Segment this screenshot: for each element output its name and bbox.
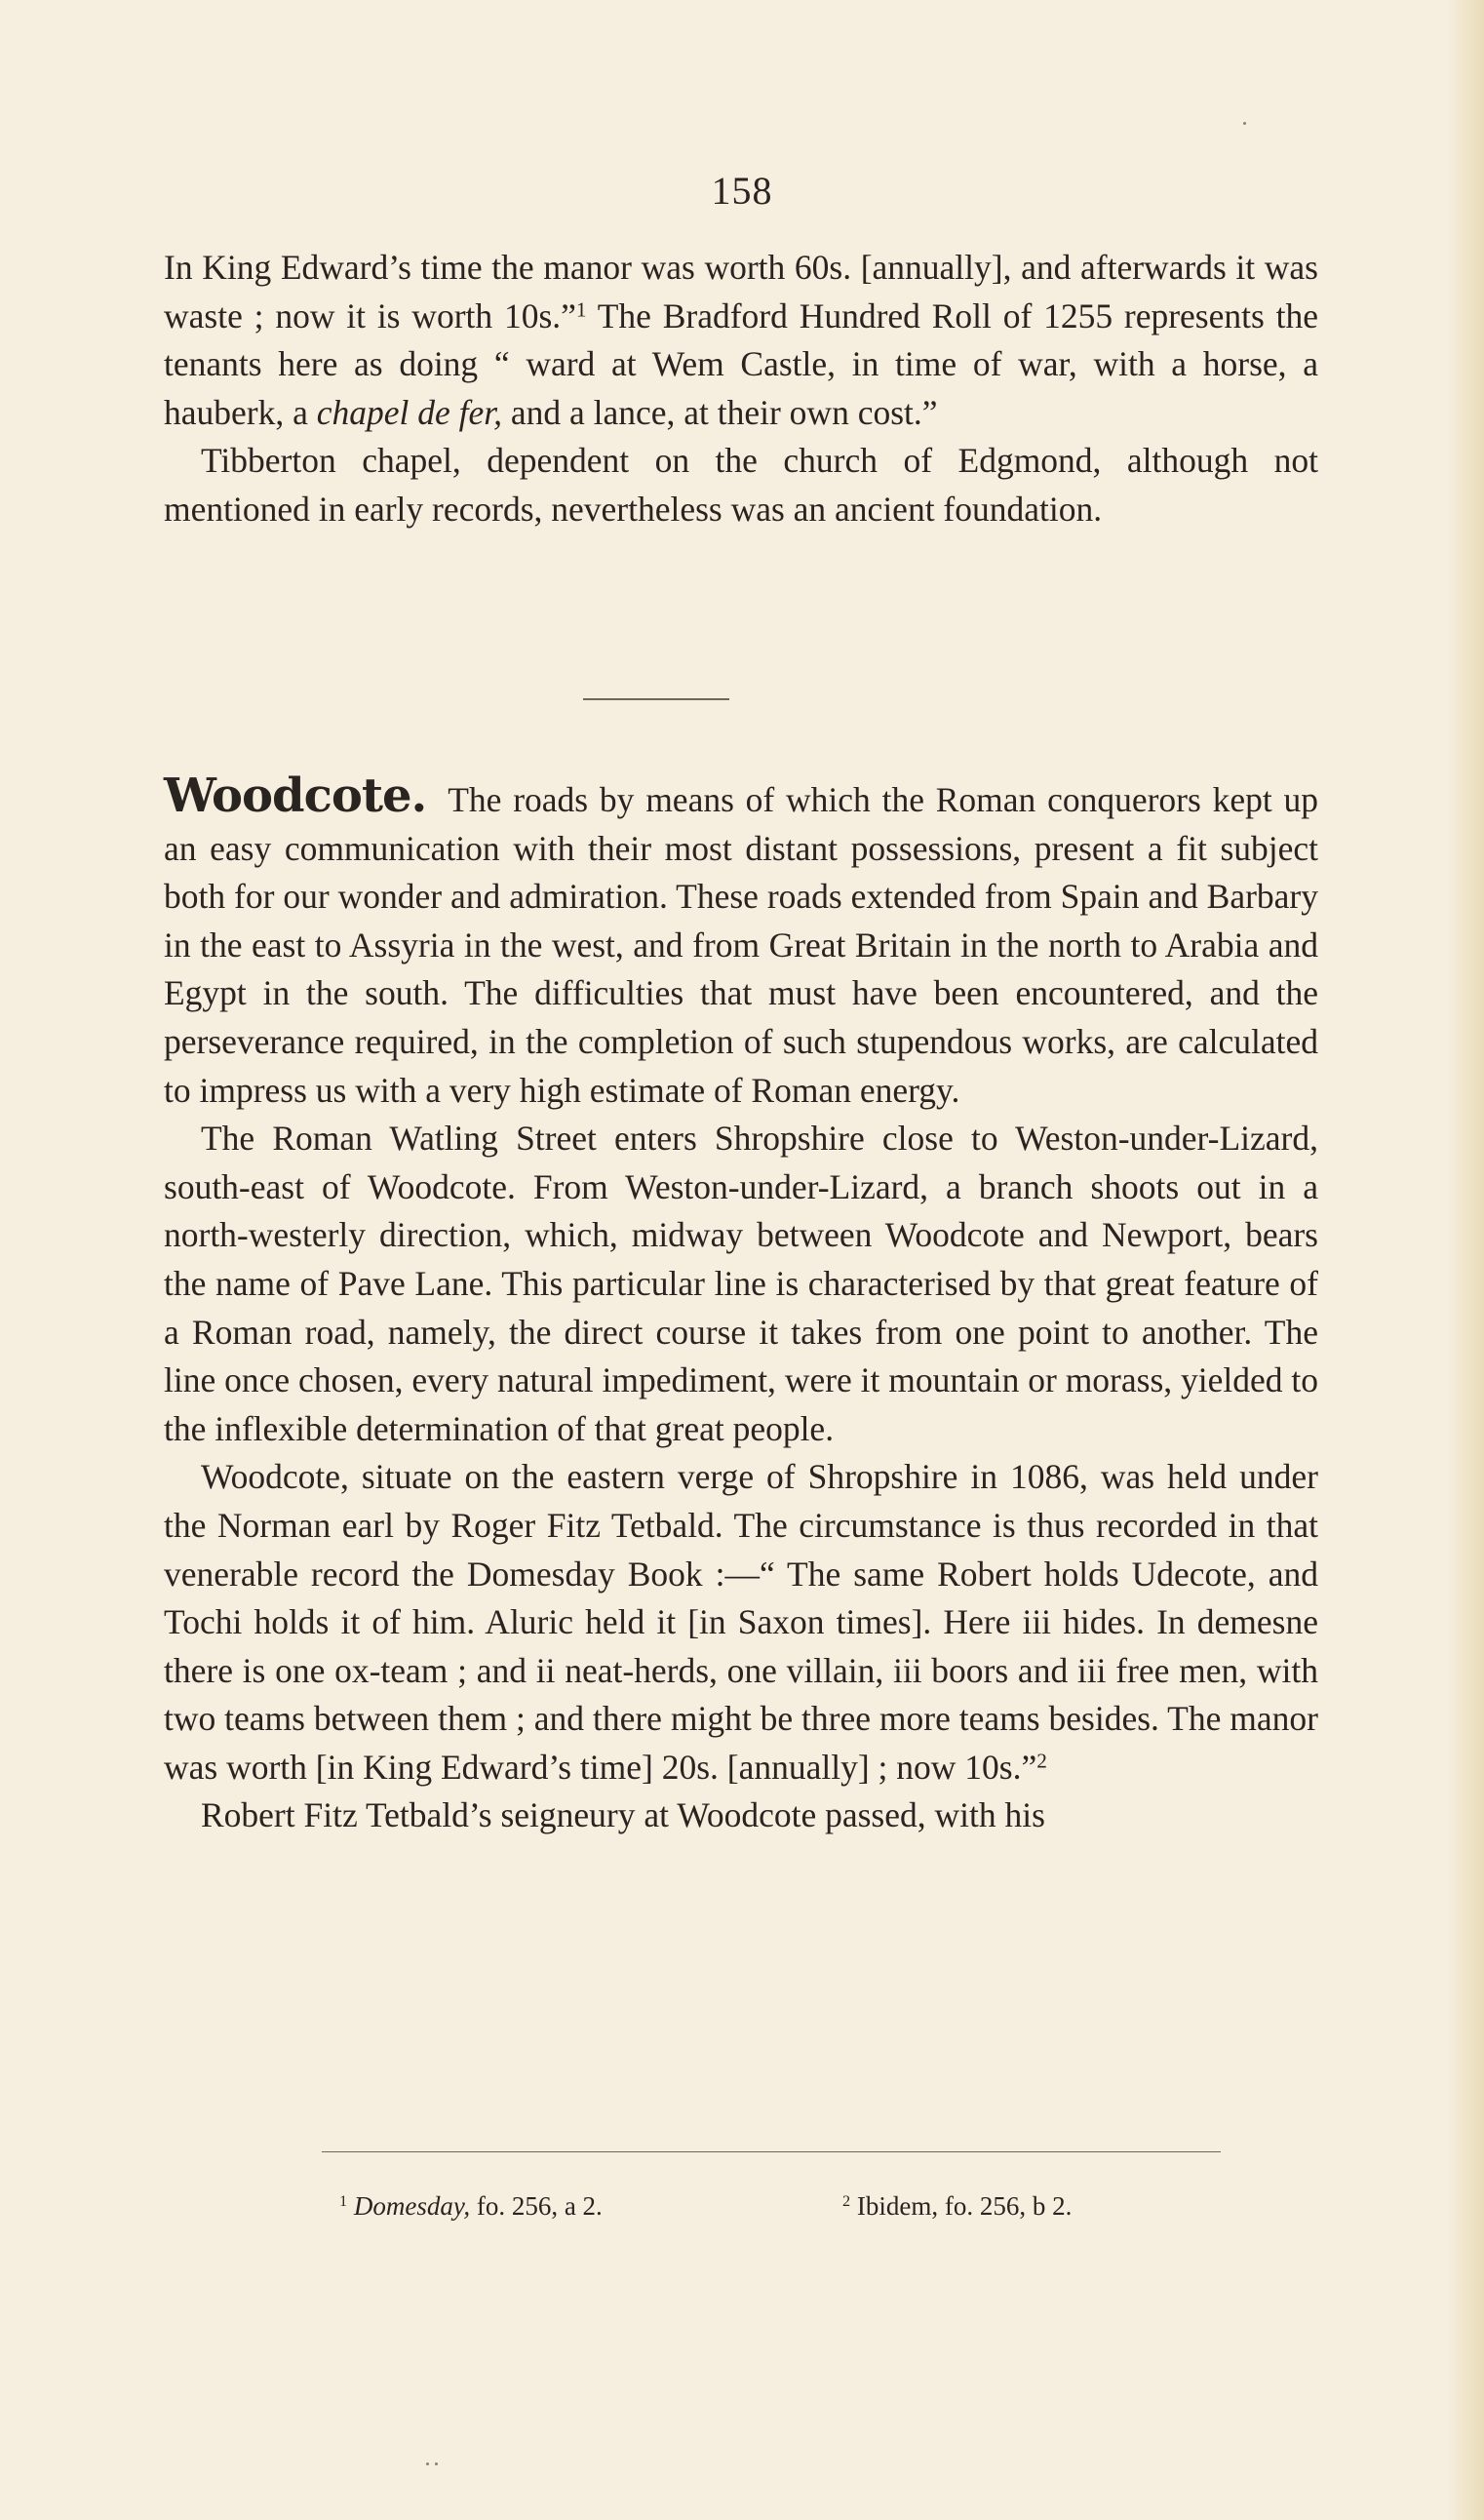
footnote-1 <box>339 2190 603 2222</box>
page-edge-shadow <box>1445 0 1484 2520</box>
paragraph-tibberton-chapel: Tibberton chapel, dependent on the church of Edgmond, although not mentioned in early records, nevertheless was an ancient foundation. <box>164 441 1318 529</box>
footnote-2-number: 2 <box>842 2192 851 2211</box>
paragraph-domesday <box>164 1453 1318 1792</box>
section-heading-woodcote: Woodcote. <box>164 768 427 823</box>
page-number: 158 <box>711 169 773 213</box>
footnote-2 <box>842 2190 1072 2222</box>
paper-speck <box>435 2462 438 2465</box>
paragraph-watling-street: The Roman Watling Street enters Shropshire close to Weston-under-Lizard, south-east of Woodcote. From Weston-under-Lizard, a branch shoots out in a north-westerly direction, which, midway between Woodcote and Newport, bears the name of Pave Lane. This particular line is characterised by that great feature of a Roman road, namely, the direct course it takes from one point to another. The line once chosen, every natural impediment, were it mountain or morass, yielded to the inflexible determination of that great people. <box>164 1119 1318 1448</box>
section-divider <box>583 698 729 700</box>
paragraph-seigneury: Robert Fitz Tetbald’s seigneury at Woodcote passed, with his <box>201 1795 1045 1835</box>
manor-text-c: and a lance, at their own cost.” <box>501 392 938 432</box>
footnote-ref-2[interactable]: 2 <box>1036 1749 1047 1773</box>
chapel-de-fer-italic: chapel de fer, <box>316 392 502 432</box>
paper-speck <box>426 2462 429 2465</box>
domesday-text: Woodcote, situate on the eastern verge of Shropshire in 1086, was held under the Norman earl by Roger Fitz Tetbald. The circumstance is thus recorded in that venerable record the Domesday Book :—“ The same Robert holds Udecote, and Tochi holds it of him. Aluric held it [in Saxon times]. Here iii hides. In demesne there is one ox-team ; and ii neat-herds, one villain, iii boors and iii free men, with two teams between them ; and there might be three more teams besides. The manor was worth [in King Edward’s time] 20s. [annually] ; now 10s.” <box>164 1457 1318 1787</box>
tibberton-section <box>164 244 1318 534</box>
paragraph-roman-roads <box>164 768 1318 1115</box>
paragraph-manor-value <box>164 244 1318 437</box>
footnote-1-number: 1 <box>339 2192 348 2211</box>
footnote-2-citation: Ibidem, fo. 256, b 2. <box>850 2191 1073 2221</box>
footnote-ref-1[interactable]: 1 <box>575 296 587 321</box>
roman-roads-text: The roads by means of which the Roman conquerors kept up an easy communication with their most distant possessions, present a fit subject both for our wonder and admiration. These roads extended from Spain and Barbary in the east to Assyria in the west, and from Great Britain in the north to Arabia and Egypt in the south. The difficulties that must have been encountered, and the perseverance required, in the completion of such stupendous works, are calculated to impress us with a very high estimate of Roman energy. <box>164 780 1318 1110</box>
manor-text-a: In King Edward’s time the manor was worth 60s. [annually], and afterwards it was waste ; now it is worth 10s.” <box>164 248 1318 335</box>
manor-text-b: The Bradford Hundred Roll of 1255 represents the tenants here as doing “ ward at Wem Castle, in time of war, with a horse, a hauberk, a <box>164 295 1318 432</box>
woodcote-section <box>164 768 1318 1840</box>
paper-speck <box>1243 122 1246 125</box>
footnote-1-title: Domesday, <box>353 2191 471 2221</box>
footnote-1-citation: fo. 256, a 2. <box>470 2191 603 2221</box>
footnote-divider <box>322 2151 1221 2152</box>
